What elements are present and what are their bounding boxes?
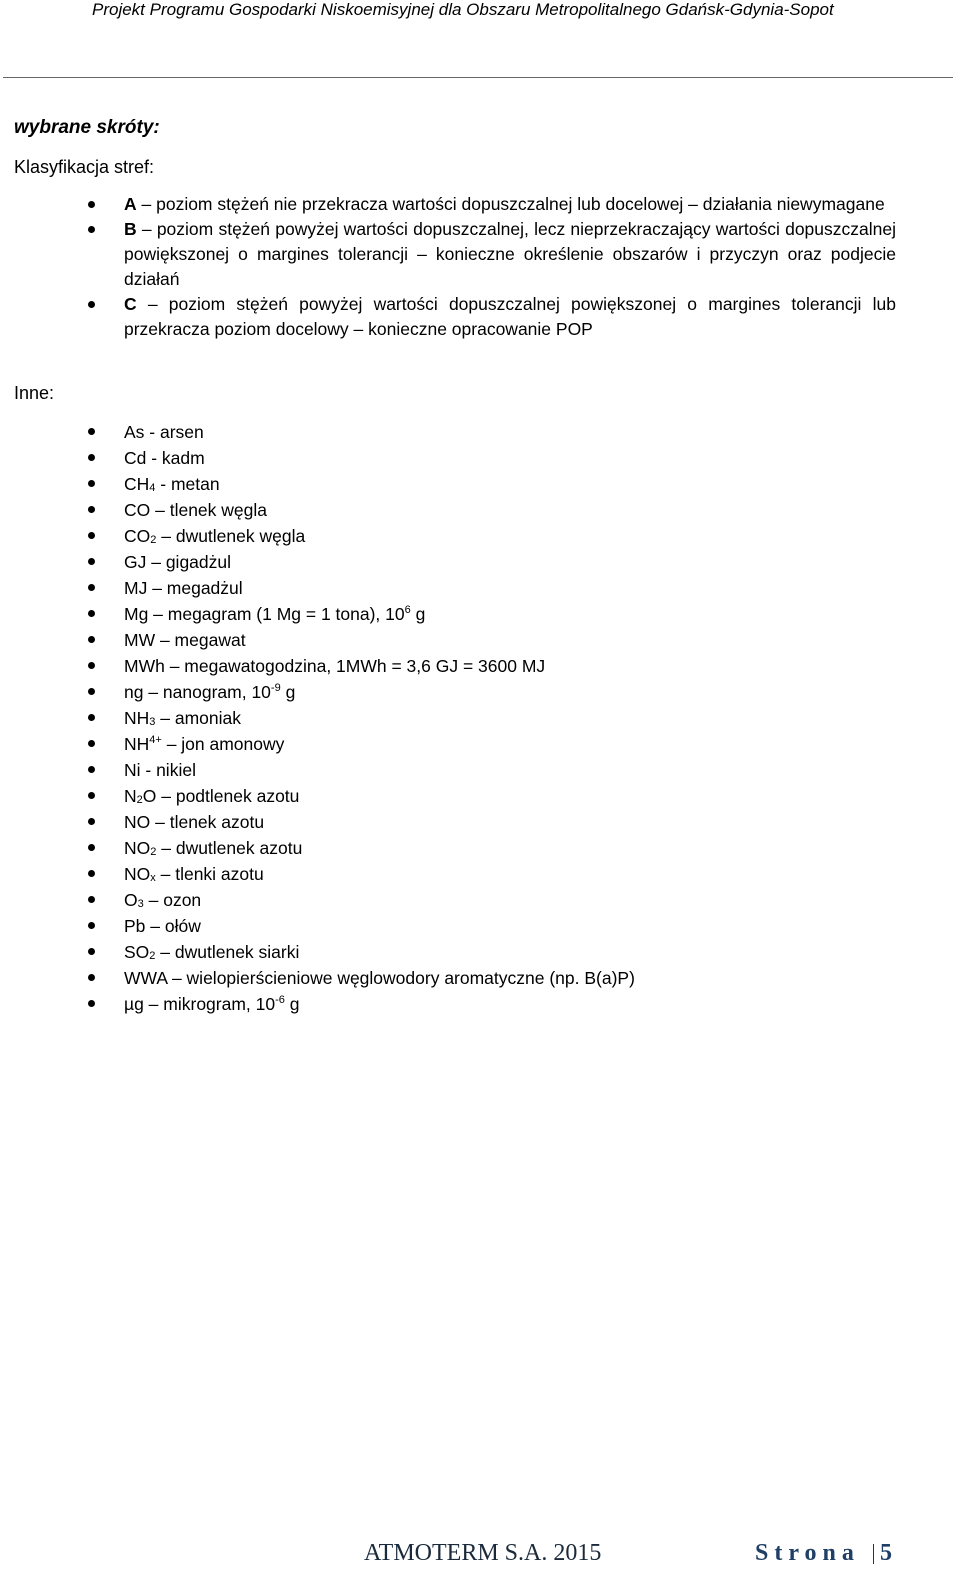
header-divider	[3, 77, 953, 78]
list-item-mg	[85, 601, 896, 627]
abbr-text: CO – tlenek węgla	[124, 500, 267, 520]
abbr-subscript: x	[150, 872, 156, 884]
bullet-icon	[88, 688, 95, 695]
abbr-text: O – podtlenek azotu	[142, 786, 300, 806]
zone-description: – poziom stężeń powyżej wartości dopuszczalnej powiększonej o margines tolerancji lub przekracza poziom docelowy – konieczne opracowanie POP	[124, 294, 896, 339]
abbreviations-list	[85, 419, 896, 1017]
abbr-text: Cd - kadm	[124, 448, 205, 468]
bullet-icon	[88, 636, 95, 643]
bullet-icon	[88, 792, 95, 799]
abbr-text: – amoniak	[155, 708, 242, 728]
abbr-text: NO	[124, 838, 151, 858]
abbr-text: N	[124, 786, 137, 806]
abbr-text: NO – tlenek azotu	[124, 812, 265, 832]
bullet-icon	[88, 506, 95, 513]
list-item-mwh	[85, 653, 896, 679]
zone-code: A	[124, 194, 137, 214]
abbr-subscript: 2	[149, 950, 156, 962]
abbr-subscript: 2	[150, 846, 157, 858]
abbr-text: – jon amonowy	[161, 734, 285, 754]
abbr-text: GJ – gigadżul	[124, 552, 232, 572]
list-item-as	[85, 419, 896, 445]
list-item-n2o	[85, 783, 896, 809]
footer-page-label: Strona	[755, 1540, 860, 1566]
abbr-subscript: 4	[149, 482, 156, 494]
list-item-co	[85, 497, 896, 523]
bullet-icon	[88, 740, 95, 747]
bullet-icon	[88, 301, 95, 308]
other-label: Inne:	[14, 383, 55, 403]
list-item-nox	[85, 861, 896, 887]
abbr-text: Mg – megagram (1 Mg = 1 tona), 10	[124, 604, 405, 624]
list-item-zone-b	[85, 217, 896, 292]
list-item-zone-a	[85, 192, 896, 217]
abbr-superscript: 4+	[149, 734, 162, 746]
zones-label: Klasyfikacja stref:	[14, 157, 155, 177]
bullet-icon	[88, 226, 95, 233]
bullet-icon	[88, 948, 95, 955]
bullet-icon	[88, 662, 95, 669]
abbr-text: g	[284, 994, 300, 1014]
bullet-icon	[88, 454, 95, 461]
abbr-text: ng – nanogram, 10	[124, 682, 271, 702]
list-item-nh3	[85, 705, 896, 731]
abbr-text: NH	[124, 708, 150, 728]
list-item-cd	[85, 445, 896, 471]
list-item-pb	[85, 913, 896, 939]
abbr-text: CO	[124, 526, 151, 546]
bullet-icon	[88, 922, 95, 929]
bullet-icon	[88, 610, 95, 617]
abbr-subscript: 2	[136, 794, 143, 806]
bullet-icon	[88, 428, 95, 435]
bullet-icon	[88, 201, 95, 208]
list-item-nh4	[85, 731, 896, 757]
bullet-icon	[88, 584, 95, 591]
bullet-icon	[88, 896, 95, 903]
footer-separator	[873, 1544, 874, 1564]
bullet-icon	[88, 558, 95, 565]
abbr-subscript: 2	[150, 534, 157, 546]
zone-code: C	[124, 294, 137, 314]
bullet-icon	[88, 766, 95, 773]
list-item-so2	[85, 939, 896, 965]
abbr-text: µg – mikrogram, 10	[124, 994, 276, 1014]
header-title: Projekt Programu Gospodarki Niskoemisyjnej dla Obszaru Metropolitalnego Gdańsk-Gdynia-Sopot	[92, 0, 834, 19]
list-item-o3	[85, 887, 896, 913]
abbr-text: – dwutlenek azotu	[156, 838, 303, 858]
bullet-icon	[88, 844, 95, 851]
page-number: 5	[880, 1540, 892, 1566]
page-header	[0, 0, 960, 78]
list-item-ug	[85, 991, 896, 1017]
zone-description: – poziom stężeń powyżej wartości dopuszczalnej, lecz nieprzekraczający wartości dopuszczalnej powiększonej o margines tolerancji – konieczne określenie obszarów i przyczyn oraz podjecie działań	[124, 219, 896, 289]
bullet-icon	[88, 818, 95, 825]
list-item-no2	[85, 835, 896, 861]
list-item-ni	[85, 757, 896, 783]
list-item-no	[85, 809, 896, 835]
footer-company: ATMOTERM S.A. 2015	[364, 1540, 602, 1566]
list-item-gj	[85, 549, 896, 575]
abbr-text: g	[280, 682, 296, 702]
list-item-zone-c	[85, 292, 896, 342]
abbr-text: WWA – wielopierścieniowe węglowodory aromatyczne (np. B(a)P)	[124, 968, 635, 988]
bullet-icon	[88, 974, 95, 981]
list-item-ng	[85, 679, 896, 705]
abbr-superscript: -6	[275, 994, 285, 1006]
abbr-text: MWh – megawatogodzina, 1MWh = 3,6 GJ = 3600 MJ	[124, 656, 546, 676]
zone-description: – poziom stężeń nie przekracza wartości dopuszczalnej lub docelowej – działania niewymagane	[136, 194, 885, 214]
abbr-subscript: 3	[149, 716, 156, 728]
abbr-text: – tlenki azotu	[155, 864, 264, 884]
zones-list	[85, 192, 896, 342]
bullet-icon	[88, 870, 95, 877]
bullet-icon	[88, 480, 95, 487]
abbr-text: – dwutlenek siarki	[155, 942, 300, 962]
abbr-text: NO	[124, 864, 151, 884]
abbr-subscript: 3	[137, 898, 144, 910]
section-heading: wybrane skróty:	[14, 117, 160, 138]
abbr-text: MW – megawat	[124, 630, 246, 650]
abbr-text: - metan	[155, 474, 220, 494]
list-item-wwa	[85, 965, 896, 991]
list-item-co2	[85, 523, 896, 549]
abbr-text: SO	[124, 942, 150, 962]
abbr-text: g	[410, 604, 426, 624]
abbr-text: – ozon	[143, 890, 202, 910]
abbr-text: NH	[124, 734, 150, 754]
abbr-text: – dwutlenek węgla	[156, 526, 306, 546]
abbr-text: As - arsen	[124, 422, 204, 442]
list-item-mw	[85, 627, 896, 653]
abbr-superscript: -9	[270, 682, 281, 694]
abbr-text: MJ – megadżul	[124, 578, 243, 598]
bullet-icon	[88, 532, 95, 539]
abbr-text: CH	[124, 474, 150, 494]
abbr-text: Ni - nikiel	[124, 760, 196, 780]
list-item-mj	[85, 575, 896, 601]
list-item-ch4	[85, 471, 896, 497]
bullet-icon	[88, 1000, 95, 1007]
page-footer	[0, 1538, 960, 1568]
zone-code: B	[124, 219, 137, 239]
abbr-text: O	[124, 890, 138, 910]
abbr-text: Pb – ołów	[124, 916, 201, 936]
abbr-superscript: 6	[404, 604, 411, 616]
bullet-icon	[88, 714, 95, 721]
